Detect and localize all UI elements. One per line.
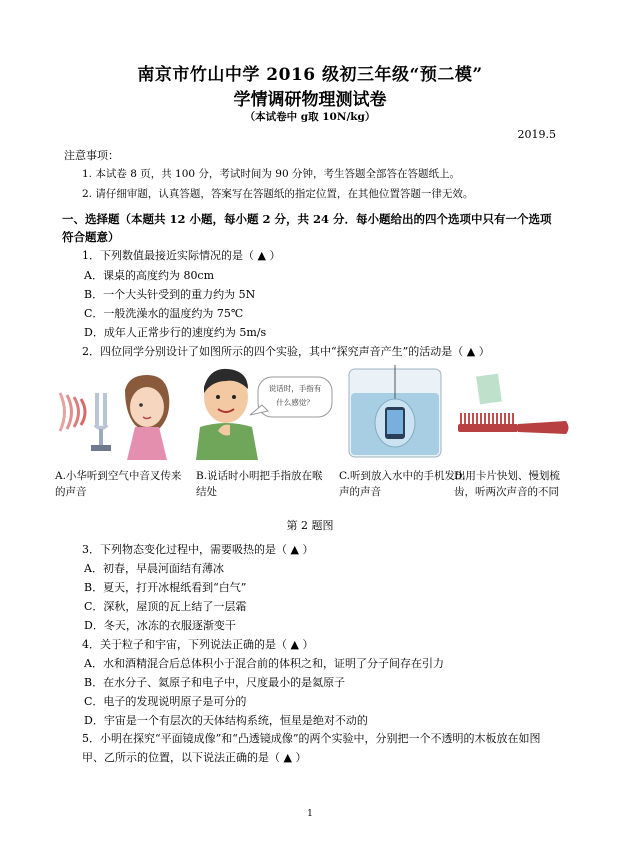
figure-c-phone-in-water — [339, 365, 451, 460]
q4-option-a: A．水和酒精混合后总体积小于混合前的体积之和，证明了分子间存在引力 — [84, 657, 444, 670]
q3-option-d: D．冬天，冰冻的衣服逐渐变干 — [84, 619, 236, 632]
figure-a-caption: A.小华听到空气中音叉传来的声音 — [55, 470, 182, 498]
phone-in-water-illustration — [339, 365, 451, 460]
exam-date: 2019.5 — [517, 128, 556, 141]
q1-option-b: B．一个大头针受到的重力约为 5N — [84, 288, 256, 301]
q3-stem: 3．下列物态变化过程中，需要吸热的是（ ▲ ） — [82, 543, 314, 556]
q5-stem: 5．小明在探究“平面镜成像”和“凸透镜成像”的两个实验中，分别把一个不透明的木板放在如图甲、乙所示的位置，以下说法正确的是（ ▲ ） — [82, 732, 541, 764]
q3-option-b: B．夏天，打开冰棍纸看到“白气” — [84, 581, 247, 594]
note-item-2: 2. 请仔细审题，认真答题，答案写在答题纸的指定位置，在其他位置答题一律无效。 — [82, 188, 474, 200]
q3-option-c: C．深秋，屋顶的瓦上结了一层霜 — [84, 600, 247, 613]
speech-bubble-line-2: 什么感觉？ — [276, 398, 314, 407]
exam-title-line2: 学情调研物理测试卷 — [233, 90, 387, 110]
figure-c-caption: C.听到放入水中的手机发出声的声音 — [339, 470, 466, 498]
figure-d-comb-card — [454, 365, 574, 460]
notes-heading: 注意事项： — [64, 149, 119, 162]
q4-stem: 4．关于粒子和宇宙，下列说法正确的是（ ▲ ） — [82, 638, 314, 651]
figure-d-caption: D.用卡片快划、慢划梳齿，听两次声音的不同 — [454, 470, 560, 498]
page-number: 1 — [307, 809, 313, 819]
q1-option-d: D．成年人正常步行的速度约为 5m/s — [84, 326, 267, 339]
comb-card-illustration — [454, 365, 574, 460]
q2-stem: 2．四位同学分别设计了如图所示的四个实验，其中“探究声音产生”的活动是（ ▲ ） — [82, 345, 490, 358]
q1-stem: 1．下列数值最接近实际情况的是（ ▲ ） — [82, 249, 281, 262]
figure-b-throat — [196, 365, 336, 460]
q1-option-a: A．课桌的高度约为 80cm — [84, 269, 215, 282]
tuning-fork-illustration — [55, 365, 181, 460]
note-item-1: 1. 本试卷 8 页，共 100 分，考试时间为 90 分钟，考生答题全部答在答题纸上。 — [82, 168, 460, 180]
q4-option-c: C．电子的发现说明原子是可分的 — [84, 695, 247, 708]
figure-b-caption: B.说话时小明把手指放在喉结处 — [196, 470, 323, 498]
section-heading: 一、选择题（本题共 12 小题，每小题 2 分，共 24 分．每小题给出的四个选项中只有一个选项符合题意） — [62, 212, 552, 244]
q4-option-d: D．宇宙是一个有层次的天体结构系统，恒星是绝对不动的 — [84, 714, 368, 727]
figure-caption: 第 2 题图 — [286, 519, 334, 532]
q4-option-b: B．在水分子、氦原子和电子中，尺度最小的是氦原子 — [84, 676, 346, 689]
figure-a-tuning-fork — [55, 365, 181, 460]
boy-throat-illustration — [196, 365, 336, 460]
exam-title: 南京市竹山中学 2016 级初三年级“预二模” — [137, 65, 483, 85]
speech-bubble-line-1: 说话时，手指有 — [268, 384, 322, 393]
q3-option-a: A．初春，早晨河面结有薄冰 — [84, 562, 224, 575]
q1-option-c: C．一般洗澡水的温度约为 75℃ — [84, 307, 244, 320]
exam-subtitle: （本试卷中 g取 10N/kg） — [244, 111, 376, 123]
